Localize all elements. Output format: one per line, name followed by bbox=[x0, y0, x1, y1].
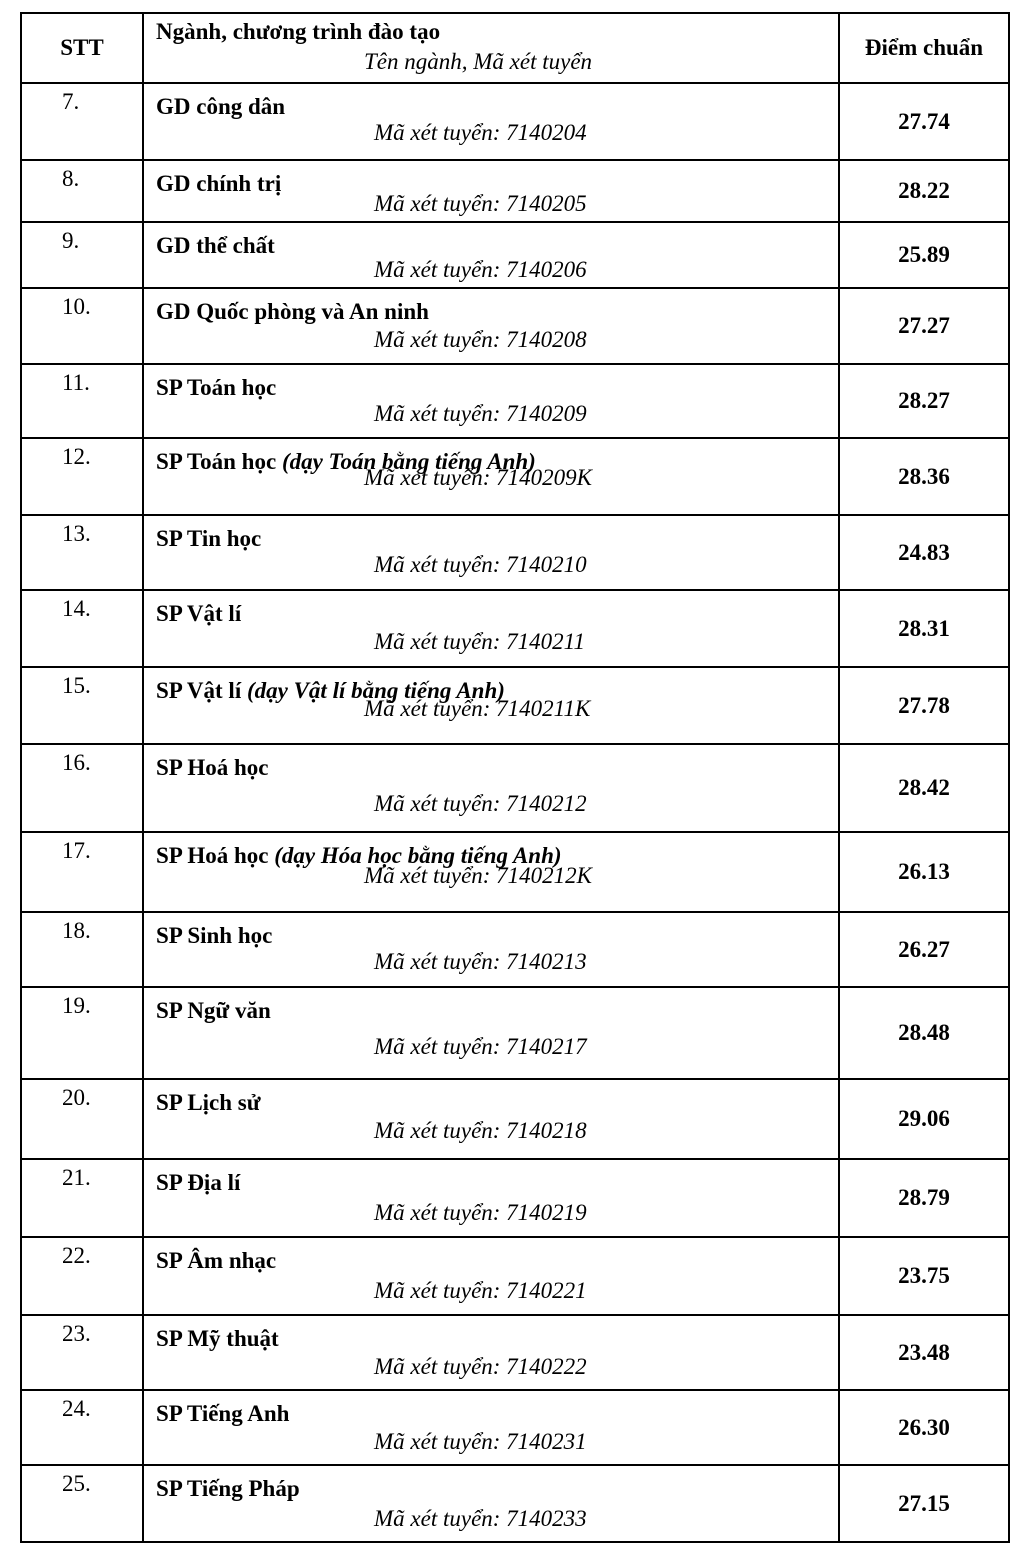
header-score: Điểm chuẩn bbox=[839, 13, 1009, 83]
row-program-name bbox=[156, 171, 281, 197]
row-program-title: SP Hoá học bbox=[156, 755, 269, 780]
table-row bbox=[21, 1237, 1009, 1315]
row-program-note: (dạy Vật lí bằng tiếng Anh) bbox=[246, 678, 505, 703]
row-stt-text: 22. bbox=[62, 1243, 91, 1268]
row-admission-code: Mã xét tuyển: 7140231 bbox=[374, 1429, 587, 1454]
row-score: 27.78 bbox=[839, 667, 1009, 744]
row-program-title: SP Toán học bbox=[156, 449, 282, 474]
row-stt-text: 23. bbox=[62, 1321, 91, 1346]
admission-score-table bbox=[20, 12, 1010, 1543]
row-stt-text: 13. bbox=[62, 521, 91, 546]
row-score: 26.13 bbox=[839, 832, 1009, 912]
row-admission-code: Mã xét tuyển: 7140211K bbox=[364, 696, 591, 721]
row-program bbox=[143, 288, 839, 364]
row-program bbox=[143, 744, 839, 832]
row-program-name bbox=[156, 1401, 289, 1427]
table-row bbox=[21, 1159, 1009, 1237]
row-score: 23.48 bbox=[839, 1315, 1009, 1390]
row-admission-code: Mã xét tuyển: 7140209K bbox=[364, 465, 593, 490]
row-stt bbox=[21, 222, 143, 288]
row-stt-text: 12. bbox=[62, 444, 91, 469]
row-program-title: SP Địa lí bbox=[156, 1170, 241, 1195]
row-program bbox=[143, 1315, 839, 1390]
header-stt: STT bbox=[21, 13, 143, 83]
row-stt bbox=[21, 1315, 143, 1390]
table-row bbox=[21, 832, 1009, 912]
row-score: 24.83 bbox=[839, 515, 1009, 590]
row-score: 28.31 bbox=[839, 590, 1009, 667]
table-row bbox=[21, 83, 1009, 160]
row-stt-text: 16. bbox=[62, 750, 91, 775]
row-program bbox=[143, 1237, 839, 1315]
table-row bbox=[21, 288, 1009, 364]
row-admission-code: Mã xét tuyển: 7140219 bbox=[374, 1200, 587, 1225]
row-program-name bbox=[156, 1326, 279, 1352]
row-program bbox=[143, 83, 839, 160]
table-row bbox=[21, 1465, 1009, 1542]
row-admission-code: Mã xét tuyển: 7140204 bbox=[374, 120, 587, 145]
row-stt bbox=[21, 912, 143, 987]
row-stt bbox=[21, 1465, 143, 1542]
row-score: 28.22 bbox=[839, 160, 1009, 222]
row-score: 29.06 bbox=[839, 1079, 1009, 1159]
row-program-name bbox=[156, 923, 272, 949]
row-program-name bbox=[156, 233, 275, 259]
row-program bbox=[143, 912, 839, 987]
row-stt-text: 10. bbox=[62, 294, 91, 319]
row-admission-code: Mã xét tuyển: 7140213 bbox=[374, 949, 587, 974]
table-row bbox=[21, 515, 1009, 590]
row-program-name bbox=[156, 1476, 300, 1502]
row-program bbox=[143, 438, 839, 515]
row-score: 28.48 bbox=[839, 987, 1009, 1079]
row-program-title: SP Lịch sử bbox=[156, 1090, 261, 1115]
row-stt bbox=[21, 160, 143, 222]
row-admission-code: Mã xét tuyển: 7140217 bbox=[374, 1034, 587, 1059]
row-program-name bbox=[156, 755, 268, 781]
row-stt bbox=[21, 515, 143, 590]
row-score: 28.42 bbox=[839, 744, 1009, 832]
row-program bbox=[143, 832, 839, 912]
table-row bbox=[21, 987, 1009, 1079]
row-program bbox=[143, 515, 839, 590]
row-program-title: SP Âm nhạc bbox=[156, 1248, 277, 1273]
table-row bbox=[21, 912, 1009, 987]
header-program-subtitle: Tên ngành, Mã xét tuyển bbox=[364, 49, 593, 74]
row-admission-code: Mã xét tuyển: 7140209 bbox=[374, 401, 587, 426]
table-row bbox=[21, 160, 1009, 222]
row-program-title: SP Mỹ thuật bbox=[156, 1326, 279, 1351]
row-program-title: SP Tin học bbox=[156, 526, 262, 551]
row-stt bbox=[21, 83, 143, 160]
row-score: 27.27 bbox=[839, 288, 1009, 364]
row-program bbox=[143, 222, 839, 288]
row-stt bbox=[21, 987, 143, 1079]
row-program bbox=[143, 160, 839, 222]
row-admission-code: Mã xét tuyển: 7140212 bbox=[374, 791, 587, 816]
table-row bbox=[21, 438, 1009, 515]
row-stt-text: 7. bbox=[62, 89, 80, 114]
row-score: 23.75 bbox=[839, 1237, 1009, 1315]
row-program-title: SP Ngữ văn bbox=[156, 998, 271, 1023]
row-program bbox=[143, 590, 839, 667]
row-program-name bbox=[156, 1170, 240, 1196]
row-score: 26.30 bbox=[839, 1390, 1009, 1465]
row-score: 25.89 bbox=[839, 222, 1009, 288]
row-stt bbox=[21, 438, 143, 515]
row-program bbox=[143, 1159, 839, 1237]
row-score: 28.79 bbox=[839, 1159, 1009, 1237]
row-stt-text: 25. bbox=[62, 1471, 91, 1496]
header-program-title: Ngành, chương trình đào tạo bbox=[156, 19, 441, 44]
table-row bbox=[21, 1315, 1009, 1390]
table-header-row bbox=[21, 13, 1009, 83]
row-stt bbox=[21, 832, 143, 912]
row-program bbox=[143, 667, 839, 744]
row-program-name bbox=[156, 998, 271, 1024]
row-stt bbox=[21, 1390, 143, 1465]
row-program-name bbox=[156, 299, 429, 325]
row-program-title: GD thể chất bbox=[156, 233, 275, 258]
row-admission-code: Mã xét tuyển: 7140221 bbox=[374, 1278, 587, 1303]
row-program-title: SP Toán học bbox=[156, 375, 277, 400]
row-program-title: SP Vật lí bbox=[156, 678, 247, 703]
row-stt-text: 14. bbox=[62, 596, 91, 621]
row-admission-code: Mã xét tuyển: 7140210 bbox=[374, 552, 587, 577]
row-stt bbox=[21, 590, 143, 667]
row-score: 27.15 bbox=[839, 1465, 1009, 1542]
row-program-title: SP Hoá học bbox=[156, 843, 275, 868]
row-score: 26.27 bbox=[839, 912, 1009, 987]
row-admission-code: Mã xét tuyển: 7140208 bbox=[374, 327, 587, 352]
header-program bbox=[143, 13, 839, 83]
row-stt-text: 11. bbox=[62, 370, 90, 395]
row-stt bbox=[21, 288, 143, 364]
row-program-title: GD Quốc phòng và An ninh bbox=[156, 299, 429, 324]
row-program-title: SP Sinh học bbox=[156, 923, 273, 948]
row-program bbox=[143, 1465, 839, 1542]
row-score: 27.74 bbox=[839, 83, 1009, 160]
row-program bbox=[143, 987, 839, 1079]
row-admission-code: Mã xét tuyển: 7140233 bbox=[374, 1506, 587, 1531]
row-stt bbox=[21, 1079, 143, 1159]
row-stt-text: 17. bbox=[62, 838, 91, 863]
row-stt bbox=[21, 667, 143, 744]
row-score: 28.36 bbox=[839, 438, 1009, 515]
row-admission-code: Mã xét tuyển: 7140211 bbox=[374, 629, 585, 654]
table-row bbox=[21, 1390, 1009, 1465]
row-stt bbox=[21, 364, 143, 438]
row-admission-code: Mã xét tuyển: 7140222 bbox=[374, 1354, 587, 1379]
row-program-name bbox=[156, 601, 241, 627]
row-stt-text: 9. bbox=[62, 228, 80, 253]
row-stt-text: 19. bbox=[62, 993, 91, 1018]
row-stt-text: 24. bbox=[62, 1396, 91, 1421]
row-stt-text: 8. bbox=[62, 166, 80, 191]
row-program bbox=[143, 1390, 839, 1465]
table-row bbox=[21, 590, 1009, 667]
row-program-title: SP Tiếng Pháp bbox=[156, 1476, 300, 1501]
row-program bbox=[143, 1079, 839, 1159]
row-program-note: (dạy Toán bằng tiếng Anh) bbox=[281, 449, 536, 474]
row-stt bbox=[21, 1159, 143, 1237]
row-program-title: GD công dân bbox=[156, 94, 286, 119]
row-stt-text: 21. bbox=[62, 1165, 91, 1190]
row-program-name bbox=[156, 1090, 261, 1116]
row-program bbox=[143, 364, 839, 438]
row-program-title: SP Tiếng Anh bbox=[156, 1401, 290, 1426]
row-admission-code: Mã xét tuyển: 7140205 bbox=[374, 191, 587, 216]
row-stt-text: 20. bbox=[62, 1085, 91, 1110]
row-program-note: (dạy Hóa học bằng tiếng Anh) bbox=[274, 843, 562, 868]
row-admission-code: Mã xét tuyển: 7140218 bbox=[374, 1118, 587, 1143]
row-program-name bbox=[156, 375, 276, 401]
row-program-title: SP Vật lí bbox=[156, 601, 242, 626]
table-row bbox=[21, 667, 1009, 744]
row-admission-code: Mã xét tuyển: 7140212K bbox=[364, 863, 593, 888]
table-row bbox=[21, 364, 1009, 438]
table-row bbox=[21, 744, 1009, 832]
row-admission-code: Mã xét tuyển: 7140206 bbox=[374, 257, 587, 282]
row-score: 28.27 bbox=[839, 364, 1009, 438]
row-program-name bbox=[156, 94, 285, 120]
row-program-title: GD chính trị bbox=[156, 171, 282, 196]
row-stt bbox=[21, 744, 143, 832]
row-stt-text: 15. bbox=[62, 673, 91, 698]
row-stt bbox=[21, 1237, 143, 1315]
row-program-name bbox=[156, 1248, 276, 1274]
row-stt-text: 18. bbox=[62, 918, 91, 943]
row-program-name bbox=[156, 526, 261, 552]
table-row bbox=[21, 222, 1009, 288]
table-row bbox=[21, 1079, 1009, 1159]
